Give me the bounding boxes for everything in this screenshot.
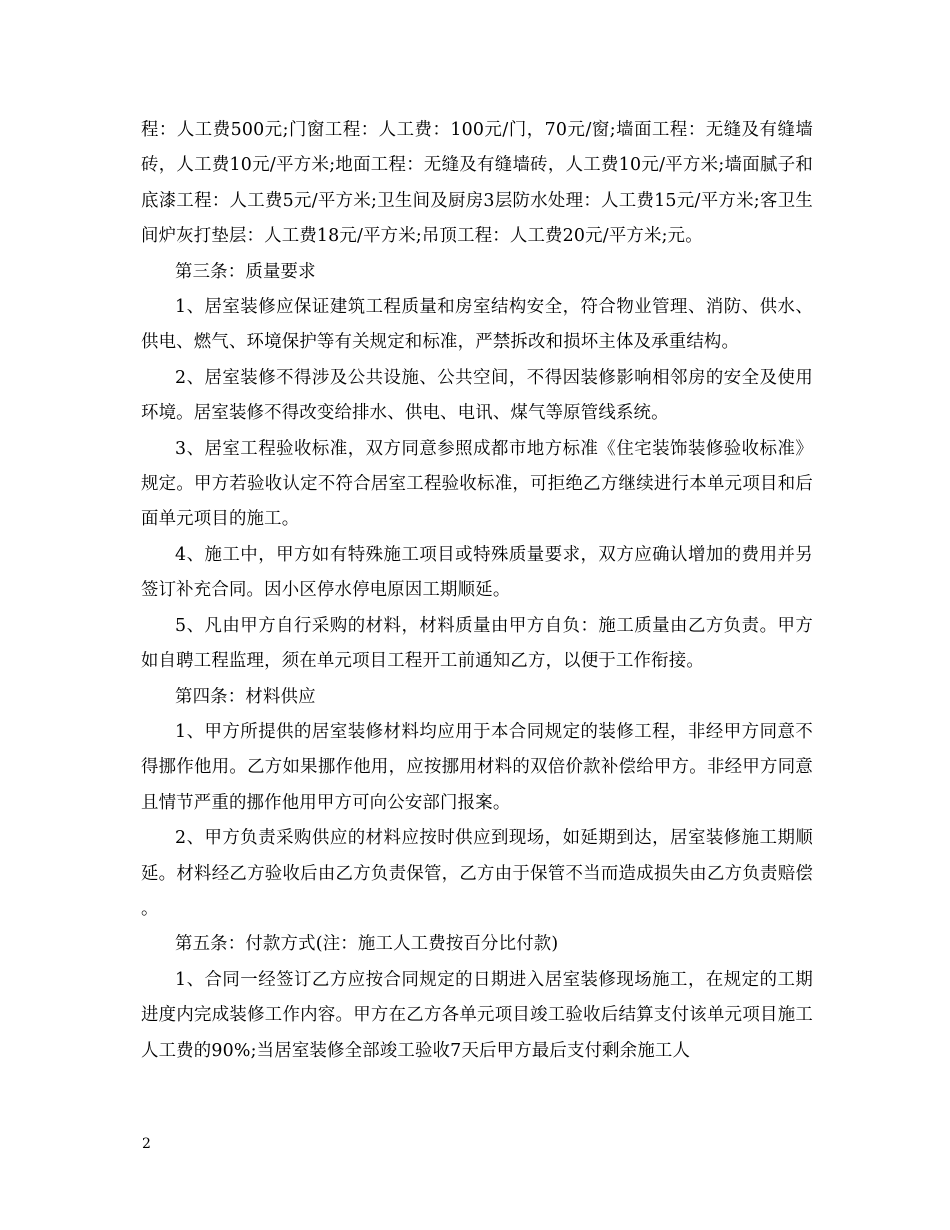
document-body [141, 113, 813, 1069]
paragraph-quality-2: 2、居室装修不得涉及公共设施、公共空间，不得因装修影响相邻房的安全及使用环境。居室装修不得改变给排水、供电、电讯、煤气等原管线系统。 [141, 367, 813, 424]
section-heading-materials: 第四条：材料供应 [175, 686, 316, 707]
section-heading-quality: 第三条：质量要求 [175, 261, 316, 282]
paragraph-payment-1: 1、合同一经签订乙方应按合同规定的日期进入居室装修现场施工，在规定的工期进度内完成装修工作内容。甲方在乙方各单元项目竣工验收后结算支付该单元项目施工人工费的90%;当居室装修全部竣工验收7天后甲方最后支付剩余施工人 [141, 969, 813, 1061]
paragraph-quality-4: 4、施工中，甲方如有特殊施工项目或特殊质量要求，双方应确认增加的费用并另签订补充合同。因小区停水停电原因工期顺延。 [141, 544, 813, 601]
paragraph-labor-fees: 程：人工费500元;门窗工程：人工费：100元/门，70元/窗;墙面工程：无缝及有缝墙砖，人工费10元/平方米;地面工程：无缝及有缝墙砖，人工费10元/平方米;墙面腻子和底漆工程：人工费5元/平方米;卫生间及厨房3层防水处理：人工费15元/平方米;客卫生间炉灰打垫层：人工费18元/平方米;吊顶工程：人工费20元/平方米;元。 [141, 120, 813, 247]
paragraph-materials-2: 2、甲方负责采购供应的材料应按时供应到现场，如延期到达，居室装修施工期顺延。材料经乙方验收后由乙方负责保管，乙方由于保管不当而造成损失由乙方负责赔偿。 [141, 828, 813, 919]
paragraph-materials-1: 1、甲方所提供的居室装修材料均应用于本合同规定的装修工程，非经甲方同意不得挪作他用。乙方如果挪作他用，应按挪用材料的双倍价款补偿给甲方。非经甲方同意且情节严重的挪作他用甲方可向公安部门报案。 [141, 721, 813, 813]
section-heading-payment: 第五条：付款方式(注：施工人工费按百分比付款) [175, 934, 559, 955]
page-number: 2 [142, 1136, 151, 1152]
paragraph-quality-5: 5、凡由甲方自行采购的材料，材料质量由甲方自负：施工质量由乙方负责。甲方如自聘工程监理，须在单元项目工程开工前通知乙方，以便于工作衔接。 [141, 615, 813, 672]
paragraph-quality-3: 3、居室工程验收标准，双方同意参照成都市地方标准《住宅装饰装修验收标准》规定。甲方若验收认定不符合居室工程验收标准，可拒绝乙方继续进行本单元项目和后面单元项目的施工。 [141, 438, 813, 530]
paragraph-quality-1: 1、居室装修应保证建筑工程质量和房室结构安全，符合物业管理、消防、供水、供电、燃气、环境保护等有关规定和标准，严禁拆改和损坏主体及承重结构。 [141, 297, 813, 353]
